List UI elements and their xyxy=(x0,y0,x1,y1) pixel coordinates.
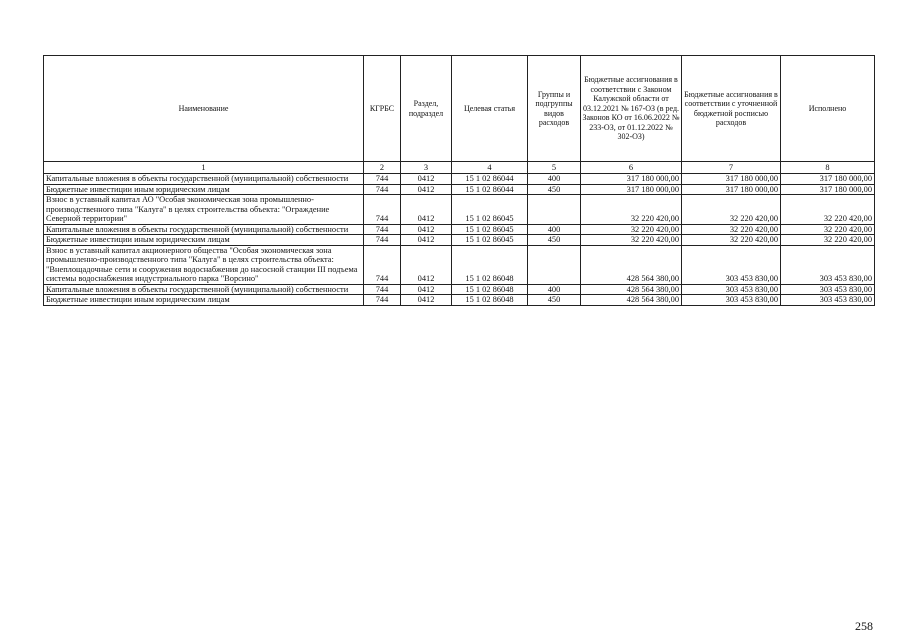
budget-table xyxy=(43,55,875,306)
row-expense-group xyxy=(528,245,581,284)
table-row xyxy=(44,284,875,295)
row-target-article: 15 1 02 86044 xyxy=(452,174,528,185)
column-number: 4 xyxy=(452,162,528,174)
row-roster-amount: 317 180 000,00 xyxy=(682,174,781,185)
row-name: Взнос в уставный капитал акционерного общества "Особая экономическая зона промышленно-производственного типа "Калуга" в целях строительства объекта: "Внеплощадочные сети и сооружения водоснабжения до насосной станции III подъема системы водоснабжения индустриального парка "Ворсино" xyxy=(44,245,364,284)
row-section: 0412 xyxy=(401,224,452,235)
row-kgrbs: 744 xyxy=(364,195,401,225)
header-executed: Исполнено xyxy=(781,56,875,162)
column-number-row xyxy=(44,162,875,174)
row-law-amount: 428 564 380,00 xyxy=(581,295,682,306)
row-roster-amount: 32 220 420,00 xyxy=(682,235,781,246)
row-roster-amount: 303 453 830,00 xyxy=(682,284,781,295)
table-row xyxy=(44,174,875,185)
row-name: Капитальные вложения в объекты государственной (муниципальной) собственности xyxy=(44,224,364,235)
table-row xyxy=(44,245,875,284)
row-roster-amount: 32 220 420,00 xyxy=(682,224,781,235)
row-law-amount: 317 180 000,00 xyxy=(581,174,682,185)
row-roster-amount: 303 453 830,00 xyxy=(682,245,781,284)
row-executed: 303 453 830,00 xyxy=(781,295,875,306)
row-executed: 317 180 000,00 xyxy=(781,174,875,185)
column-number: 1 xyxy=(44,162,364,174)
row-section: 0412 xyxy=(401,235,452,246)
row-target-article: 15 1 02 86048 xyxy=(452,245,528,284)
row-kgrbs: 744 xyxy=(364,235,401,246)
row-kgrbs: 744 xyxy=(364,295,401,306)
header-target-article: Целевая статья xyxy=(452,56,528,162)
row-executed: 317 180 000,00 xyxy=(781,184,875,195)
page-number: 258 xyxy=(855,619,873,633)
row-law-amount: 428 564 380,00 xyxy=(581,245,682,284)
row-law-amount: 32 220 420,00 xyxy=(581,235,682,246)
row-name: Бюджетные инвестиции иным юридическим лицам xyxy=(44,295,364,306)
row-roster-amount: 317 180 000,00 xyxy=(682,184,781,195)
column-number: 7 xyxy=(682,162,781,174)
table-row xyxy=(44,235,875,246)
row-name: Бюджетные инвестиции иным юридическим лицам xyxy=(44,184,364,195)
column-number: 3 xyxy=(401,162,452,174)
row-section: 0412 xyxy=(401,174,452,185)
row-kgrbs: 744 xyxy=(364,284,401,295)
row-expense-group: 450 xyxy=(528,295,581,306)
row-section: 0412 xyxy=(401,184,452,195)
table-row xyxy=(44,224,875,235)
row-section: 0412 xyxy=(401,195,452,225)
row-kgrbs: 744 xyxy=(364,224,401,235)
table-row xyxy=(44,295,875,306)
row-expense-group xyxy=(528,195,581,225)
row-kgrbs: 744 xyxy=(364,184,401,195)
row-law-amount: 32 220 420,00 xyxy=(581,195,682,225)
row-roster-amount: 303 453 830,00 xyxy=(682,295,781,306)
row-expense-group: 400 xyxy=(528,224,581,235)
row-expense-group: 400 xyxy=(528,284,581,295)
row-expense-group: 450 xyxy=(528,235,581,246)
row-section: 0412 xyxy=(401,284,452,295)
row-executed: 303 453 830,00 xyxy=(781,245,875,284)
header-kgrbs: КГРБС xyxy=(364,56,401,162)
row-section: 0412 xyxy=(401,295,452,306)
row-section: 0412 xyxy=(401,245,452,284)
row-target-article: 15 1 02 86044 xyxy=(452,184,528,195)
table-row xyxy=(44,195,875,225)
column-number: 5 xyxy=(528,162,581,174)
row-roster-amount: 32 220 420,00 xyxy=(682,195,781,225)
column-number: 6 xyxy=(581,162,682,174)
row-target-article: 15 1 02 86048 xyxy=(452,295,528,306)
row-law-amount: 317 180 000,00 xyxy=(581,184,682,195)
row-expense-group: 450 xyxy=(528,184,581,195)
column-number: 2 xyxy=(364,162,401,174)
row-target-article: 15 1 02 86045 xyxy=(452,235,528,246)
row-executed: 32 220 420,00 xyxy=(781,235,875,246)
header-section: Раздел, подраздел xyxy=(401,56,452,162)
header-name: Наименование xyxy=(44,56,364,162)
header-roster-allocations: Бюджетные ассигнования в соответствии с уточненной бюджетной росписью расходов xyxy=(682,56,781,162)
row-executed: 32 220 420,00 xyxy=(781,224,875,235)
table-row xyxy=(44,184,875,195)
header-row xyxy=(44,56,875,162)
row-kgrbs: 744 xyxy=(364,174,401,185)
row-executed: 303 453 830,00 xyxy=(781,284,875,295)
header-law-allocations: Бюджетные ассигнования в соответствии с Законом Калужской области от 03.12.2021 № 167-ОЗ (в ред. Законов КО от 16.06.2022 № 233-ОЗ, от 01.12.2022 № 302-ОЗ) xyxy=(581,56,682,162)
row-name: Капитальные вложения в объекты государственной (муниципальной) собственности xyxy=(44,174,364,185)
row-expense-group: 400 xyxy=(528,174,581,185)
row-executed: 32 220 420,00 xyxy=(781,195,875,225)
column-number: 8 xyxy=(781,162,875,174)
row-target-article: 15 1 02 86048 xyxy=(452,284,528,295)
row-law-amount: 32 220 420,00 xyxy=(581,224,682,235)
row-kgrbs: 744 xyxy=(364,245,401,284)
row-name: Бюджетные инвестиции иным юридическим лицам xyxy=(44,235,364,246)
row-target-article: 15 1 02 86045 xyxy=(452,195,528,225)
row-law-amount: 428 564 380,00 xyxy=(581,284,682,295)
header-expense-group: Группы и подгруппы видов расходов xyxy=(528,56,581,162)
row-name: Капитальные вложения в объекты государственной (муниципальной) собственности xyxy=(44,284,364,295)
row-target-article: 15 1 02 86045 xyxy=(452,224,528,235)
row-name: Взнос в уставный капитал АО "Особая экономическая зона промышленно-производственного типа "Калуга" в целях строительства объекта: "Ограждение Северной территории" xyxy=(44,195,364,225)
